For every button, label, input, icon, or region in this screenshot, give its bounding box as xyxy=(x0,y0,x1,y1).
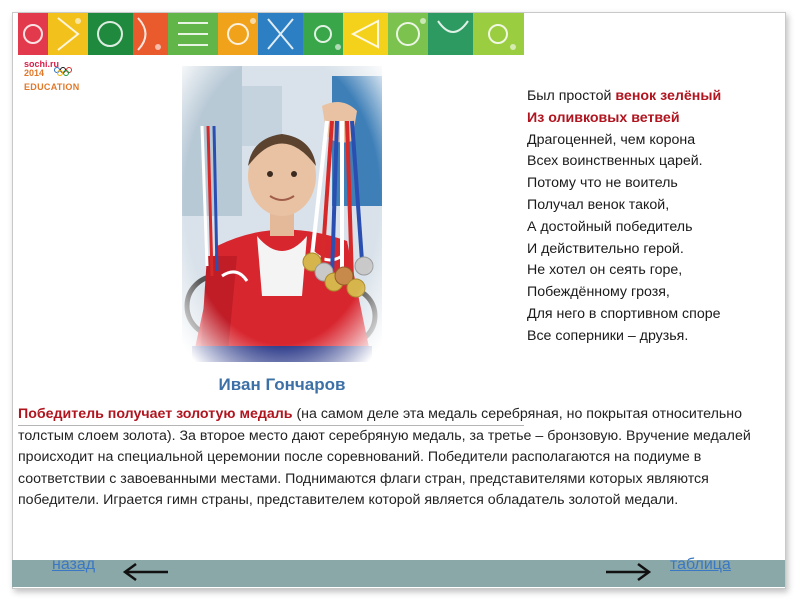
poem-line: И действительно герой. xyxy=(527,240,684,257)
arrow-left-icon[interactable] xyxy=(122,562,170,582)
article-body: (на самом деле эта медаль серебряная, но покрытая относительно толстым слоем золота). За второе место дают серебряную медаль, за третье – бронзовую. Вручение медалей происходит на специальной церемонии после соревнований. Победители располагаются на подиуме в соответствии с завоеванными местами. Поднимаются флаги стран, представителями которых являются победители. Играется гимн страны, представителем которой является обладатель золотой медали. xyxy=(18,406,751,509)
athlete-photo xyxy=(182,66,382,362)
poem-line: Для него в спортивном споре xyxy=(527,305,721,322)
poem-line: Потому что не воитель xyxy=(527,175,678,192)
article-highlight: Победитель получает золотую медаль xyxy=(18,406,293,422)
poem-line: А достойный победитель xyxy=(527,218,693,235)
olympic-rings-icon xyxy=(54,67,72,77)
photo-caption: Иван Гончаров xyxy=(218,375,346,394)
arrow-right-icon[interactable] xyxy=(604,562,652,582)
poem-line xyxy=(527,86,782,108)
table-link[interactable]: таблица xyxy=(670,556,731,573)
poem-highlight-line: Из оливковых ветвей xyxy=(527,109,680,126)
poem xyxy=(527,86,782,348)
sochi-pattern-banner xyxy=(18,13,524,55)
back-link[interactable]: назад xyxy=(52,556,96,573)
poem-line: Драгоценней, чем корона xyxy=(527,131,696,148)
poem-line: Не хотел он сеять горе, xyxy=(527,262,683,279)
logo-subtitle: EDUCATION xyxy=(24,82,80,92)
medal-article xyxy=(18,404,770,512)
poem-line: Побеждённому грозя, xyxy=(527,284,670,301)
poem-line: Всех воинственных царей. xyxy=(527,153,703,170)
poem-line: Все соперники – друзья. xyxy=(527,327,689,344)
poem-highlight: венок зелёный xyxy=(615,88,722,104)
sochi-education-logo xyxy=(24,60,84,94)
poem-line: Получал венок такой, xyxy=(527,196,670,213)
logo-site: sochi.ru xyxy=(24,59,60,69)
poem-line-start: Был простой xyxy=(527,88,616,104)
logo-year: 2014 xyxy=(24,68,45,78)
